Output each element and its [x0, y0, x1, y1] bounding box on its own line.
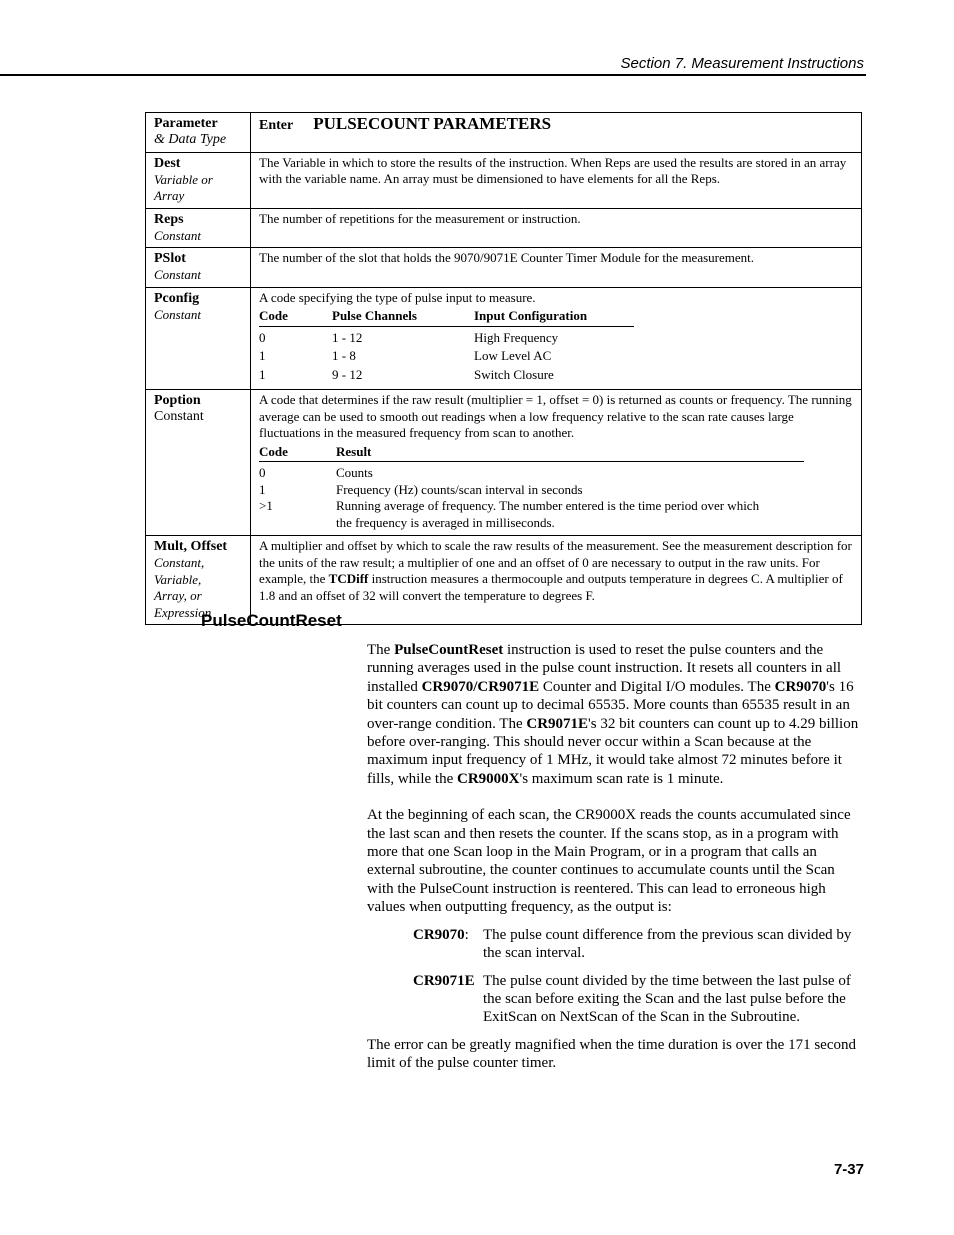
table-row: [146, 208, 862, 248]
parameters-table: [145, 112, 862, 625]
code-cell: 1: [259, 366, 266, 382]
header-rule: [0, 74, 866, 76]
running-header: Section 7. Measurement Instructions: [620, 55, 864, 72]
table-row: [259, 462, 804, 482]
definition-item: [413, 972, 864, 1027]
table-row: [146, 152, 862, 208]
column-header: Code: [259, 444, 336, 462]
param-type: Constant: [154, 267, 201, 282]
poption-code-table: [259, 444, 804, 532]
table-row: [259, 367, 634, 386]
channels-cell: 1 - 8: [332, 348, 356, 363]
table-row: [146, 287, 862, 390]
code-cell: 1: [259, 481, 266, 497]
enter-label: Enter: [259, 118, 294, 133]
paragraph: The PulseCountReset instruction is used to reset the pulse counters and the running averages used in the pulse count instruction. It resets all counters in all installed CR9070/CR9071E Counter and Digital I/O modules. The CR9070's 16 bit counters can count up to decimal 65535. More counts than 65535 result in an over-range condition. The CR9071E's 32 bit counters can count up to 4.29 billion before over-ranging. This should never occur within a Scan because at the maximum input frequency of 1 MHz, it would take almost 72 minutes before it fills, while the CR9000X's maximum scan rate is 1 minute.: [367, 642, 859, 787]
result-cell: Running average of frequency. The number entered is the time period over which the frequency is averaged in milliseconds.: [336, 498, 760, 530]
table-title: PULSECOUNT PARAMETERS: [313, 114, 552, 133]
definition-term: CR9070: [413, 926, 465, 943]
body-text: [367, 641, 864, 1091]
param-type: Expression: [154, 604, 212, 620]
param-type: Array, or: [154, 588, 202, 603]
param-name: Reps: [154, 211, 184, 227]
param-type: Array: [154, 188, 185, 203]
definition-item: CR9070: The pulse count difference from the previous scan divided by the scan interval.: [413, 926, 864, 963]
param-description: A code that determines if the raw result (multiplier = 1, offset = 0) is returned as counts or frequency. The running average can be used to smooth out readings when a low frequency relative to the scan rate causes large fluctuations in the measured frequency from scan to another.: [259, 392, 852, 440]
table-header-row: [146, 113, 862, 153]
section-title: PulseCountReset: [201, 611, 342, 630]
param-type: Constant: [154, 227, 201, 243]
table-row: [259, 482, 804, 499]
code-cell: >1: [259, 498, 273, 513]
table-row: [259, 498, 804, 531]
param-name: Pconfig: [154, 290, 200, 306]
param-name: PSlot: [154, 251, 186, 266]
param-header: Parameter: [154, 116, 218, 131]
table-row: [259, 348, 634, 367]
column-header: Input Configuration: [474, 308, 634, 326]
definition-text: The pulse count difference from the previous scan divided by the scan interval.: [483, 926, 852, 962]
page-number: 7-37: [833, 1161, 864, 1178]
config-cell: Switch Closure: [474, 366, 554, 382]
param-description: The Variable in which to store the results of the instruction. When Reps are used the results are stored in an array with the variable name. An array must be dimensioned to have elements for all the Reps.: [251, 152, 862, 208]
result-cell: Counts: [336, 465, 373, 480]
pconfig-code-table: [259, 308, 634, 385]
param-description: The number of the slot that holds the 9070/9071E Counter Timer Module for the measurement.: [251, 248, 862, 288]
param-type: Constant: [154, 306, 201, 322]
table-row: [146, 248, 862, 288]
param-description: A code specifying the type of pulse input to measure.: [259, 289, 536, 305]
channels-cell: 1 - 12: [332, 329, 363, 345]
code-cell: 0: [259, 465, 266, 480]
tcdiff-keyword: TCDiff: [328, 571, 369, 586]
paragraph: At the beginning of each scan, the CR9000X reads the counts accumulated since the last scan and then resets the counter. If the scans stop, as in a program with more that one Scan loop in the Main Program, or in a program that calls an external subroutine, the counter continues to accumulate counts until the Scan with the PulseCount instruction is reentered. This can lead to erroneous high values when outputting frequency, as the output is:: [367, 807, 851, 916]
channels-cell: 9 - 12: [332, 366, 363, 382]
param-type: Constant: [154, 409, 204, 424]
definition-term: CR9071E: [413, 972, 475, 989]
result-cell: Frequency (Hz) counts/scan interval in seconds: [336, 481, 583, 497]
param-name: Poption: [154, 393, 201, 408]
code-cell: 0: [259, 329, 266, 345]
param-type: Variable or: [154, 171, 213, 187]
definition-text: The pulse count divided by the time between the last pulse of the scan before exiting the Scan and the last pulse before the ExitScan on NextScan of the Scan in the Subroutine.: [483, 972, 851, 1026]
param-type: Constant,: [154, 555, 205, 570]
column-header: Pulse Channels: [332, 308, 474, 326]
param-name: Mult, Offset: [154, 539, 228, 554]
config-cell: High Frequency: [474, 329, 559, 345]
paragraph: The error can be greatly magnified when the time duration is over the 171 second limit of the pulse counter timer.: [367, 1036, 856, 1072]
table-row: [259, 326, 634, 348]
column-header: Result: [336, 444, 804, 462]
param-type: Variable,: [154, 571, 202, 587]
column-header: Code: [259, 308, 332, 326]
param-name: Dest: [154, 155, 181, 171]
datatype-header: & Data Type: [154, 132, 227, 147]
param-description: A multiplier and offset by which to scale the raw results of the measurement. See the measurement description for the units of the raw result; a multiplier of one and an offset of 0 are necessary to output in the raw units. For example, the TCDiff instruction measures a thermocouple and outputs temperature in degrees C. A multiplier of 1.8 and an offset of 32 will convert the temperature to degrees F.: [251, 536, 862, 625]
code-cell: 1: [259, 348, 266, 363]
table-row: [146, 390, 862, 536]
param-description: The number of repetitions for the measurement or instruction.: [251, 208, 862, 248]
config-cell: Low Level AC: [474, 348, 552, 363]
